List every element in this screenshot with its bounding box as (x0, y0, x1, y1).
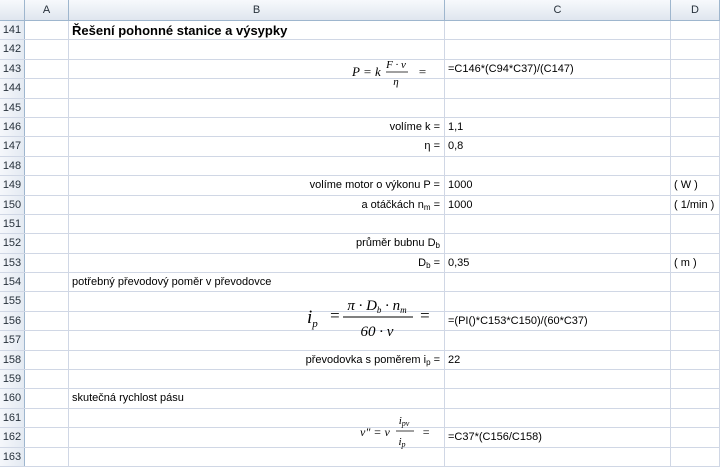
cell-c[interactable]: 1000 (445, 196, 671, 214)
cell-b[interactable] (69, 176, 445, 194)
cell-b[interactable] (69, 118, 445, 136)
cell-a[interactable] (25, 331, 69, 349)
cell-c[interactable] (445, 99, 671, 117)
cell-d[interactable] (671, 215, 720, 233)
sheet-row (0, 273, 720, 292)
cell-a[interactable] (25, 215, 69, 233)
equation-ratio-svg (305, 293, 445, 343)
cell-d[interactable] (671, 234, 720, 252)
cell-b-text: Řešení pohonné stanice a výsypky (72, 23, 288, 38)
cell-b-subscript: b (426, 260, 431, 270)
cell-a[interactable] (25, 351, 69, 369)
cell-b-text: volíme k = (389, 120, 440, 133)
row-header[interactable]: 157 (0, 331, 25, 349)
cell-c[interactable]: =(PI()*C153*C150)/(60*C37) (445, 312, 671, 330)
cell-d[interactable] (671, 292, 720, 310)
cell-b[interactable] (69, 273, 445, 291)
cell-b[interactable] (69, 196, 445, 214)
cell-b-subscript: p (426, 357, 431, 367)
cell-b-subscript: m (423, 202, 431, 212)
sheet-row (0, 234, 720, 253)
sheet-row (0, 254, 720, 273)
cell-c[interactable] (445, 234, 671, 252)
cell-a[interactable] (25, 448, 69, 466)
cell-c[interactable]: =C37*(C156/C158) (445, 428, 671, 446)
cell-b[interactable] (69, 215, 445, 233)
cell-d[interactable] (671, 351, 720, 369)
column-header-a[interactable]: A (25, 0, 69, 21)
column-header-b[interactable]: B (69, 0, 445, 21)
cell-a[interactable] (25, 118, 69, 136)
cell-c[interactable]: 0,35 (445, 254, 671, 272)
cell-c[interactable] (445, 215, 671, 233)
cell-b-text: převodovka s poměrem i (305, 353, 427, 366)
cell-b-text: průměr bubnu D (356, 237, 436, 250)
row-header[interactable]: 159 (0, 370, 25, 388)
cell-a[interactable] (25, 137, 69, 155)
cell-c[interactable] (445, 273, 671, 291)
cell-c[interactable]: 0,8 (445, 137, 671, 155)
sheet-row (0, 99, 720, 118)
cell-b[interactable] (69, 254, 445, 272)
cell-b[interactable] (69, 99, 445, 117)
cell-d[interactable]: ( 1/min ) (671, 196, 720, 214)
column-header-c[interactable]: C (445, 0, 671, 21)
cell-c[interactable] (445, 409, 671, 427)
cell-a[interactable] (25, 234, 69, 252)
equation-ratio-denominator: 60 · v (360, 324, 394, 340)
equation-speed-equals: = (422, 425, 431, 439)
cell-a[interactable] (25, 60, 69, 78)
cell-d[interactable] (671, 79, 720, 97)
row-header[interactable]: 158 (0, 351, 25, 369)
cell-b-text: D (418, 256, 427, 269)
cell-b-tail: = (430, 353, 440, 366)
cell-b-tail: = (430, 256, 440, 269)
cell-b-text: skutečná rychlost pásu (72, 392, 184, 405)
equation-ratio-lhs: $i_p$ (307, 307, 318, 330)
cell-b[interactable] (69, 21, 445, 39)
row-header[interactable]: 156 (0, 312, 25, 330)
cell-a[interactable] (25, 40, 69, 58)
equation-power (352, 56, 442, 92)
cell-a[interactable] (25, 157, 69, 175)
row-header[interactable]: 148 (0, 157, 25, 175)
cell-a[interactable] (25, 292, 69, 310)
cell-d[interactable] (671, 60, 720, 78)
equation-ratio-equals-1: = (329, 306, 341, 325)
cell-d[interactable] (671, 273, 720, 291)
column-header-d[interactable]: D (671, 0, 720, 21)
sheet-row (0, 389, 720, 408)
cell-b[interactable] (69, 370, 445, 388)
cell-a[interactable] (25, 176, 69, 194)
row-header[interactable]: 154 (0, 273, 25, 291)
sheet-row (0, 215, 720, 234)
cell-c[interactable] (445, 389, 671, 407)
row-header[interactable]: 142 (0, 40, 25, 58)
sheet-row (0, 370, 720, 389)
equation-power-lhs: P = k (352, 64, 381, 79)
equation-speed-denominator: ip (398, 436, 406, 449)
cell-d[interactable] (671, 409, 720, 427)
cell-d[interactable] (671, 312, 720, 330)
row-header[interactable]: 152 (0, 234, 25, 252)
cell-d[interactable] (671, 428, 720, 446)
cell-b-text: potřebný převodový poměr v převodovce (72, 276, 272, 289)
equation-power-equals: = (418, 64, 427, 79)
equation-speed-lhs: v" = v (360, 425, 390, 439)
cell-c[interactable] (445, 40, 671, 58)
row-header[interactable]: 153 (0, 254, 25, 272)
cell-d[interactable] (671, 370, 720, 388)
cell-a[interactable] (25, 370, 69, 388)
cell-b-text: a otáčkách n (361, 198, 424, 211)
cell-d[interactable] (671, 21, 720, 39)
cell-c[interactable]: 1000 (445, 176, 671, 194)
cell-d[interactable] (671, 118, 720, 136)
cell-a[interactable] (25, 196, 69, 214)
row-header[interactable]: 162 (0, 428, 25, 446)
cell-c[interactable] (445, 157, 671, 175)
row-header[interactable]: 146 (0, 118, 25, 136)
sheet-row (0, 137, 720, 156)
cell-a[interactable] (25, 99, 69, 117)
cell-b[interactable] (69, 234, 445, 252)
cell-d[interactable] (671, 137, 720, 155)
sheet-row (0, 196, 720, 215)
cell-b-subscript: b (435, 241, 440, 251)
cell-b-text: volíme motor o výkonu P = (309, 179, 440, 192)
cell-a[interactable] (25, 428, 69, 446)
equation-ratio-numerator: $\pi \cdot D_b \cdot n_m$ (347, 298, 407, 315)
sheet-row (0, 351, 720, 370)
row-header[interactable]: 150 (0, 196, 25, 214)
equation-power-denominator: η (393, 76, 399, 88)
equation-speed (360, 410, 444, 454)
cell-d[interactable]: ( m ) (671, 254, 720, 272)
cell-c[interactable] (445, 79, 671, 97)
cell-a[interactable] (25, 79, 69, 97)
cell-b-tail: = (430, 198, 440, 211)
equation-power-svg (352, 56, 442, 92)
cell-a[interactable] (25, 273, 69, 291)
cell-c[interactable]: 22 (445, 351, 671, 369)
cell-b[interactable] (69, 137, 445, 155)
row-header[interactable]: 145 (0, 99, 25, 117)
cell-d[interactable] (671, 331, 720, 349)
row-header[interactable]: 149 (0, 176, 25, 194)
cell-c[interactable] (445, 448, 671, 466)
select-all-corner[interactable] (0, 0, 25, 21)
cell-b[interactable] (69, 389, 445, 407)
cell-d[interactable] (671, 40, 720, 58)
equation-speed-svg (360, 410, 444, 454)
cell-c[interactable]: =C146*(C94*C37)/(C147) (445, 60, 671, 78)
cell-b-text: η = (424, 140, 440, 153)
row-header[interactable]: 161 (0, 409, 25, 427)
row-header[interactable]: 160 (0, 389, 25, 407)
cell-c[interactable]: 1,1 (445, 118, 671, 136)
cell-d[interactable] (671, 389, 720, 407)
column-header-row (0, 0, 720, 21)
row-header[interactable]: 141 (0, 21, 25, 39)
cell-d[interactable] (671, 448, 720, 466)
equation-ratio-equals-2: = (419, 306, 431, 325)
row-header[interactable]: 151 (0, 215, 25, 233)
cell-a[interactable] (25, 409, 69, 427)
cell-a[interactable] (25, 21, 69, 39)
cell-a[interactable] (25, 389, 69, 407)
cell-c[interactable] (445, 21, 671, 39)
sheet-row (0, 176, 720, 195)
equation-speed-numerator: ipv (398, 415, 410, 428)
cell-d[interactable] (671, 99, 720, 117)
cell-b[interactable] (69, 157, 445, 175)
sheet-row (0, 118, 720, 137)
cell-c[interactable] (445, 292, 671, 310)
row-header[interactable]: 147 (0, 137, 25, 155)
cell-c[interactable] (445, 331, 671, 349)
cell-d[interactable]: ( W ) (671, 176, 720, 194)
cell-d[interactable] (671, 157, 720, 175)
cell-b[interactable] (69, 351, 445, 369)
sheet-row (0, 157, 720, 176)
row-header[interactable]: 163 (0, 448, 25, 466)
row-header[interactable]: 155 (0, 292, 25, 310)
equation-power-numerator: F · v (386, 59, 406, 71)
sheet-row (0, 21, 720, 40)
row-header[interactable]: 144 (0, 79, 25, 97)
row-header[interactable]: 143 (0, 60, 25, 78)
cell-a[interactable] (25, 254, 69, 272)
cell-a[interactable] (25, 312, 69, 330)
equation-ratio (305, 293, 445, 343)
cell-c[interactable] (445, 370, 671, 388)
